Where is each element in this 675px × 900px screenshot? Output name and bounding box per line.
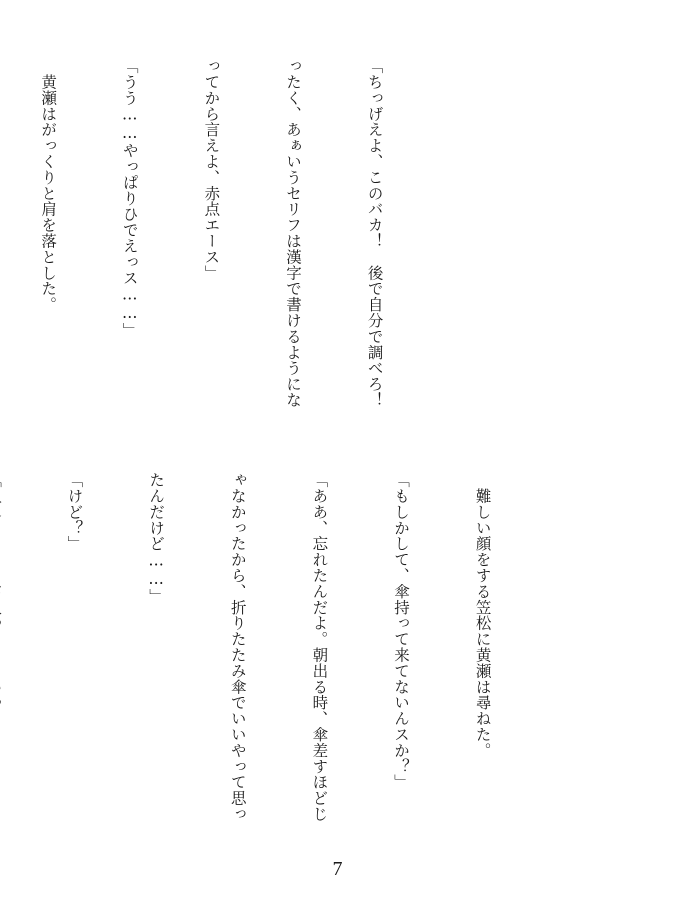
text-column: 難しい顔をする笠松に黄瀬は尋ねた。: [473, 472, 492, 759]
text-column: 黄瀬はがっくりと肩を落とした。: [39, 58, 58, 313]
text-column: ってから言えよ、赤点エース」: [202, 58, 221, 281]
text-column: たんだけど……」: [147, 472, 166, 605]
text-column: ゃなかったから、折りたたみ傘でいいやって思っ: [228, 472, 247, 822]
text-column: [0, 472, 6, 872]
text-column: ったく、あぁいうセリフは漢字で書けるようにな: [283, 58, 302, 408]
text-column: 「うう……やっぱりひでえっス……」: [120, 58, 139, 339]
text-column: 「もしかして、傘持って来てないんスか？」: [391, 472, 410, 790]
text-column: 「けど？」: [65, 472, 84, 552]
text-block-bottom: [65, 472, 550, 872]
text-column: 「ああ、忘れたんだよ。朝出る時、傘差すほどじ: [310, 472, 329, 822]
text-block-top: [39, 58, 442, 458]
page-number: 7: [332, 858, 343, 880]
text-column: 「ちっげえよ、このバカ！ 後で自分で調べろ！: [365, 58, 384, 408]
